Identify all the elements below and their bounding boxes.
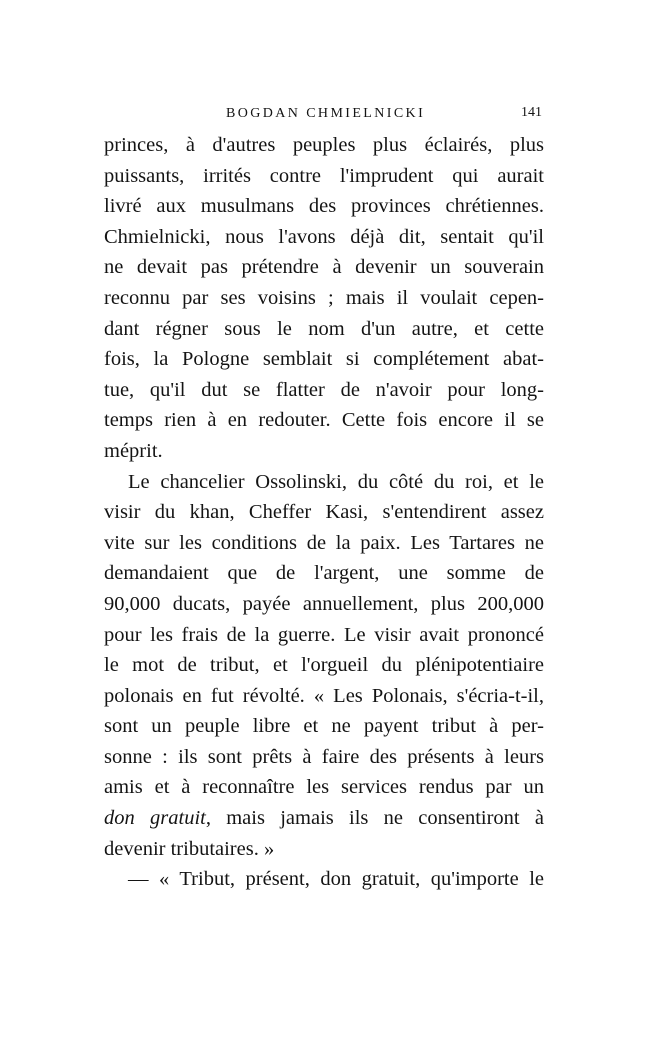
text-line: princes, à d'autres peuples plus éclairés, plus bbox=[104, 134, 544, 156]
text-line: tue, qu'il dut se flatter de n'avoir pour long- bbox=[104, 378, 544, 401]
text-line: visir du khan, Cheffer Kasi, s'entendirent assez bbox=[104, 501, 544, 524]
text-line: polonais en fut révolté. « Les Polonais, s'écria-t-il, bbox=[104, 684, 544, 707]
text-line: sonne : ils sont prêts à faire des présents à leurs bbox=[104, 745, 544, 768]
text-line: 90,000 ducats, payée annuellement, plus 200,000 bbox=[104, 592, 544, 615]
book-page bbox=[104, 104, 544, 895]
running-head bbox=[104, 104, 544, 130]
text-line: temps rien à en redouter. Cette fois encore il se bbox=[104, 409, 544, 432]
page-number: 141 bbox=[521, 105, 542, 120]
text-line: demandaient que de l'argent, une somme de bbox=[104, 562, 544, 585]
paragraph-end-line: méprit. bbox=[104, 439, 163, 462]
italic-text-line bbox=[104, 803, 544, 834]
paragraph-end-line: devenir tributaires. » bbox=[104, 837, 275, 860]
text-line: sont un peuple libre et ne payent tribut à per- bbox=[104, 715, 544, 738]
text-line: vite sur les conditions de la paix. Les Tartares ne bbox=[104, 531, 544, 554]
text-line: livré aux musulmans des provinces chrétiennes. bbox=[104, 195, 544, 218]
running-title: BOGDAN CHMIELNICKI bbox=[226, 106, 426, 121]
text-line: fois, la Pologne semblait si complétement abat- bbox=[104, 348, 544, 371]
italic-emphasis: don gratuit bbox=[104, 807, 206, 830]
text-line: reconnu par ses voisins ; mais il voulait cepen- bbox=[104, 286, 544, 309]
italic-line-rest: , mais jamais ils ne consentiront à bbox=[205, 807, 544, 830]
text-line: dant régner sous le nom d'un autre, et cette bbox=[104, 317, 544, 340]
paragraph-start-line: — « Tribut, présent, don gratuit, qu'importe le bbox=[128, 868, 544, 891]
text-line: amis et à reconnaître les services rendus par un bbox=[104, 776, 544, 799]
text-line: le mot de tribut, et l'orgueil du plénipotentiaire bbox=[104, 654, 544, 677]
body-text bbox=[104, 130, 544, 895]
text-line: puissants, irrités contre l'imprudent qui aurait bbox=[104, 164, 544, 187]
text-line: Chmielnicki, nous l'avons déjà dit, sentait qu'il bbox=[104, 225, 544, 248]
text-line: pour les frais de la guerre. Le visir avait prononcé bbox=[104, 623, 544, 646]
text-line: ne devait pas prétendre à devenir un souverain bbox=[104, 256, 544, 279]
paragraph-start-line: Le chancelier Ossolinski, du côté du roi, et le bbox=[128, 470, 544, 493]
